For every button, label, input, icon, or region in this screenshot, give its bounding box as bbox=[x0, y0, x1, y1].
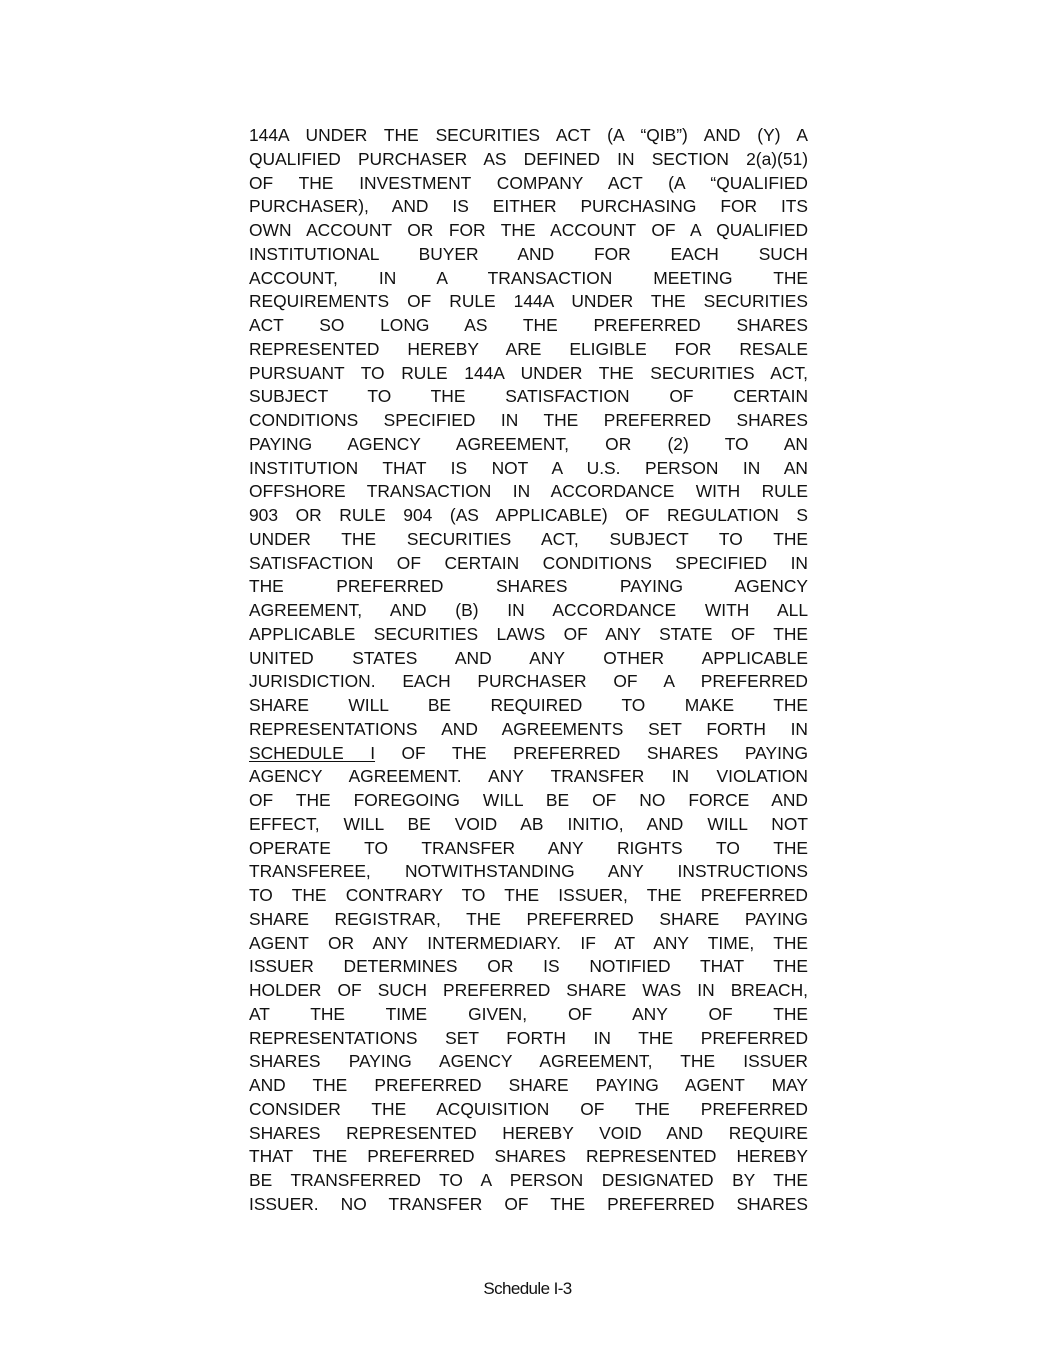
text-line: AGREEMENT, AND (B) IN ACCORDANCE WITH ALL bbox=[249, 600, 808, 620]
text-line: QUALIFIED PURCHASER AS DEFINED IN SECTION 2(a)(51) bbox=[249, 148, 808, 169]
legend-paragraph bbox=[249, 124, 808, 1217]
text-line: AGENCY AGREEMENT. ANY TRANSFER IN VIOLATION bbox=[249, 766, 808, 787]
page-footer: Schedule I-3 bbox=[483, 1279, 572, 1298]
text-line-rest: OF THE PREFERRED SHARES PAYING bbox=[375, 742, 808, 763]
text-line: OF THE FOREGOING WILL BE OF NO FORCE AND bbox=[249, 790, 808, 810]
text-line: INSTITUTION THAT IS NOT A U.S. PERSON IN AN bbox=[249, 457, 808, 478]
text-line: SHARES PAYING AGENCY AGREEMENT, THE ISSUER bbox=[249, 1051, 808, 1072]
text-line: THAT THE PREFERRED SHARES REPRESENTED HEREBY bbox=[249, 1146, 808, 1167]
text-line: OF THE INVESTMENT COMPANY ACT (A “QUALIFIED bbox=[249, 172, 808, 193]
text-line: UNITED STATES AND ANY OTHER APPLICABLE bbox=[249, 647, 808, 668]
text-line: OPERATE TO TRANSFER ANY RIGHTS TO THE bbox=[249, 837, 808, 858]
text-line: INSTITUTIONAL BUYER AND FOR EACH SUCH bbox=[249, 243, 808, 264]
text-line: TRANSFEREE, NOTWITHSTANDING ANY INSTRUCTIONS bbox=[249, 861, 808, 882]
text-line: 144A UNDER THE SECURITIES ACT (A “QIB”) AND (Y) A bbox=[249, 125, 808, 145]
text-line: REPRESENTATIONS AND AGREEMENTS SET FORTH IN bbox=[249, 718, 808, 739]
text-line: BE TRANSFERRED TO A PERSON DESIGNATED BY THE bbox=[249, 1170, 808, 1190]
text-line: CONDITIONS SPECIFIED IN THE PREFERRED SHARES bbox=[249, 410, 808, 430]
text-line: TO THE CONTRARY TO THE ISSUER, THE PREFERRED bbox=[249, 885, 808, 905]
text-line: ISSUER. NO TRANSFER OF THE PREFERRED SHARES bbox=[249, 1193, 808, 1214]
text-line: SHARE REGISTRAR, THE PREFERRED SHARE PAYING bbox=[249, 908, 808, 929]
text-line: APPLICABLE SECURITIES LAWS OF ANY STATE OF THE bbox=[249, 623, 808, 644]
text-line: ISSUER DETERMINES OR IS NOTIFIED THAT THE bbox=[249, 956, 808, 977]
text-line: HOLDER OF SUCH PREFERRED SHARE WAS IN BREACH, bbox=[249, 980, 808, 1000]
text-line: ACT SO LONG AS THE PREFERRED SHARES bbox=[249, 315, 808, 335]
text-line: OFFSHORE TRANSACTION IN ACCORDANCE WITH RULE bbox=[249, 481, 808, 502]
text-line: CONSIDER THE ACQUISITION OF THE PREFERRED bbox=[249, 1098, 808, 1119]
text-line bbox=[249, 742, 808, 766]
text-line: 903 OR RULE 904 (AS APPLICABLE) OF REGULATION S bbox=[249, 505, 808, 525]
text-line: REPRESENTED HEREBY ARE ELIGIBLE FOR RESALE bbox=[249, 338, 808, 359]
text-line: UNDER THE SECURITIES ACT, SUBJECT TO THE bbox=[249, 528, 808, 549]
text-line: JURISDICTION. EACH PURCHASER OF A PREFERRED bbox=[249, 671, 808, 692]
text-line: PAYING AGENCY AGREEMENT, OR (2) TO AN bbox=[249, 433, 808, 454]
text-line: AGENT OR ANY INTERMEDIARY. IF AT ANY TIME, THE bbox=[249, 932, 808, 953]
text-line: PURSUANT TO RULE 144A UNDER THE SECURITIES ACT, bbox=[249, 362, 808, 383]
text-line: EFFECT, WILL BE VOID AB INITIO, AND WILL NOT bbox=[249, 813, 808, 834]
text-line: REQUIREMENTS OF RULE 144A UNDER THE SECURITIES bbox=[249, 291, 808, 312]
text-line: PURCHASER), AND IS EITHER PURCHASING FOR ITS bbox=[249, 196, 808, 217]
text-line: AT THE TIME GIVEN, OF ANY OF THE bbox=[249, 1003, 808, 1024]
text-line: AND THE PREFERRED SHARE PAYING AGENT MAY bbox=[249, 1075, 808, 1095]
text-line: REPRESENTATIONS SET FORTH IN THE PREFERRED bbox=[249, 1027, 808, 1048]
text-line: SATISFACTION OF CERTAIN CONDITIONS SPECIFIED IN bbox=[249, 552, 808, 573]
text-line: OWN ACCOUNT OR FOR THE ACCOUNT OF A QUALIFIED bbox=[249, 220, 808, 240]
text-line: SHARE WILL BE REQUIRED TO MAKE THE bbox=[249, 695, 808, 715]
text-line: SHARES REPRESENTED HEREBY VOID AND REQUIRE bbox=[249, 1122, 808, 1143]
schedule-reference: SCHEDULE I bbox=[249, 742, 376, 763]
text-line: SUBJECT TO THE SATISFACTION OF CERTAIN bbox=[249, 386, 808, 407]
text-line: ACCOUNT, IN A TRANSACTION MEETING THE bbox=[249, 267, 808, 288]
text-line: THE PREFERRED SHARES PAYING AGENCY bbox=[249, 576, 808, 597]
